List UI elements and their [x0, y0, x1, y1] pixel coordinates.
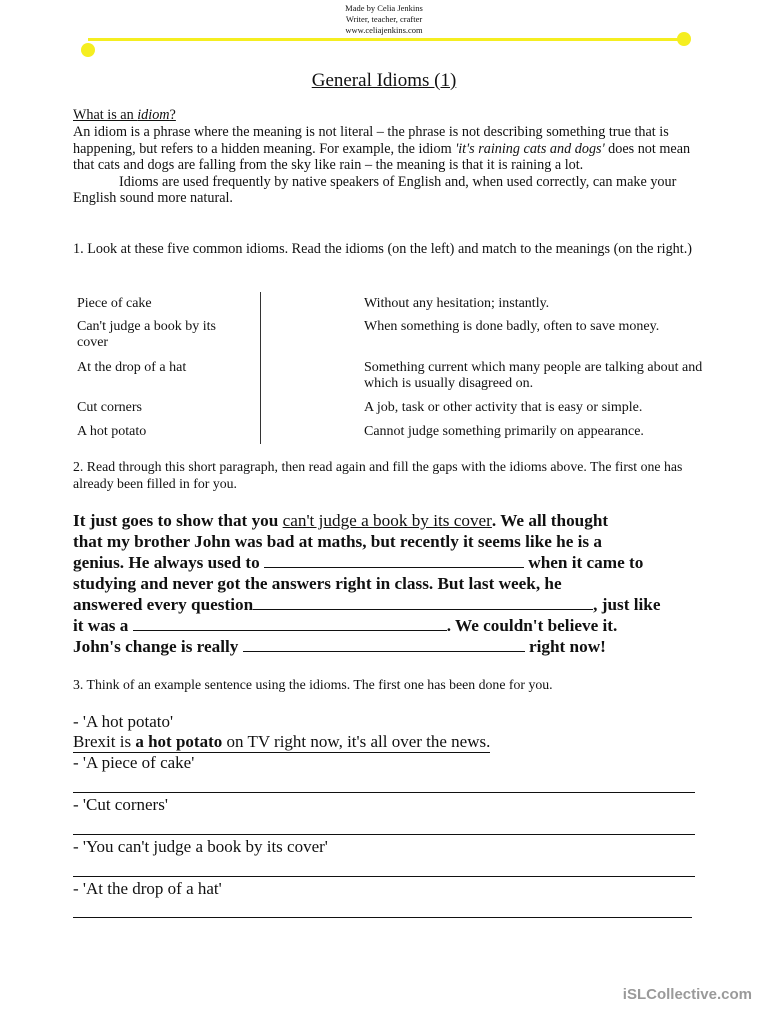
paragraph-text: John's change is really	[73, 637, 243, 656]
site-watermark: iSLCollective.com	[622, 986, 752, 1003]
paragraph-line: that my brother John was bad at maths, but recently it seems like he is a	[73, 532, 603, 551]
paragraph-text: , just like	[593, 595, 661, 614]
intro-p1-part-a: An idiom is a phrase where the meaning is not literal – the phrase is not describing something true that is happening, but refers to a hidden meaning. For example, the idiom	[73, 124, 669, 157]
idiom-prompt: - 'Cut corners'	[73, 795, 168, 814]
paragraph-line	[73, 636, 713, 657]
author-header	[0, 3, 768, 36]
task3-instruction: 3. Think of an example sentence using the idioms. The first one has been done for you.	[73, 677, 553, 692]
idiom-prompt: - 'At the drop of a hat'	[73, 879, 222, 898]
idiom-item: Cut corners	[77, 400, 142, 415]
page-title	[0, 70, 768, 92]
example-sentence	[73, 732, 490, 753]
filled-answer: can't judge a book by its cover	[282, 511, 492, 530]
gap-fill-paragraph	[73, 510, 713, 657]
paragraph-text: . We all thought	[491, 511, 609, 530]
header-divider-line	[88, 38, 686, 41]
paragraph-line	[73, 594, 713, 615]
paragraph-text: right now!	[524, 637, 606, 656]
meaning-item: Without any hesitation; instantly.	[364, 296, 550, 311]
intro-question-suffix: ?	[169, 107, 176, 123]
meaning-item: A job, task or other activity that is easy or simple.	[364, 400, 643, 415]
author-tagline: Writer, teacher, crafter	[345, 14, 423, 24]
example-idiom: a hot potato	[135, 732, 223, 751]
idiom-item: At the drop of a hat	[77, 360, 187, 375]
intro-example-idiom: 'it's raining cats and dogs'	[455, 140, 605, 157]
intro-paragraph-1	[73, 124, 703, 174]
paragraph-text: . We couldn't believe it.	[446, 616, 618, 635]
task2-instruction: 2. Read through this short paragraph, then read again and fill the gaps with the idioms above. The first one has already been filled in for you.	[73, 459, 683, 491]
meaning-item: When something is done badly, often to save money.	[364, 319, 660, 334]
answer-line[interactable]	[73, 834, 695, 835]
page-title-text: General Idioms (1)	[311, 70, 457, 91]
intro-question-text	[73, 107, 176, 123]
paragraph-line	[73, 552, 713, 573]
answer-blank[interactable]	[243, 636, 525, 652]
author-website: www.celiajenkins.com	[345, 25, 423, 35]
idiom-item: Can't judge a book by its cover	[77, 319, 217, 350]
idiom-item: Piece of cake	[77, 296, 152, 311]
paragraph-line: studying and never got the answers right in class. But last week, he	[73, 574, 562, 593]
header-divider-dot-right	[677, 32, 691, 46]
answer-blank[interactable]	[264, 552, 524, 568]
meaning-item: Cannot judge something primarily on appearance.	[364, 424, 644, 439]
intro-question-idiom: idiom	[137, 107, 170, 123]
paragraph-line	[73, 510, 713, 531]
matching-table	[73, 292, 703, 444]
answer-line[interactable]	[73, 876, 695, 877]
meaning-item: Something current which many people are talking about and which is usually disagreed on.	[364, 360, 703, 391]
intro-paragraph-2: Idioms are used frequently by native speakers of English and, when used correctly, can make your English sound more natural.	[73, 173, 677, 206]
paragraph-text: answered every question	[73, 595, 254, 614]
example-text: Brexit is	[73, 732, 136, 751]
intro-p1-part-b: does not mean that cats and dogs are falling from the sky like rain – the meaning is that it is raining a lot.	[73, 140, 691, 173]
author-name: Made by Celia Jenkins	[345, 3, 423, 13]
example-text: on TV right now, it's all over the news.	[222, 732, 491, 751]
intro-text	[73, 124, 703, 207]
header-divider-dot-left	[81, 43, 95, 57]
idiom-prompt: - 'A hot potato'	[73, 712, 174, 731]
paragraph-text: when it came to	[524, 553, 644, 572]
matching-divider	[260, 292, 261, 444]
paragraph-text: genius. He always used to	[73, 553, 264, 572]
paragraph-text: It just goes to show that you	[73, 511, 283, 530]
intro-question	[73, 107, 703, 124]
paragraph-line	[73, 615, 713, 636]
answer-blank[interactable]	[133, 615, 447, 631]
answer-line[interactable]	[73, 917, 692, 918]
idiom-prompt: - 'A piece of cake'	[73, 753, 195, 772]
answer-blank[interactable]	[253, 594, 593, 610]
answer-line[interactable]	[73, 792, 695, 793]
idiom-prompt: - 'You can't judge a book by its cover'	[73, 837, 328, 856]
paragraph-text: it was a	[73, 616, 133, 635]
task1-instruction: 1. Look at these five common idioms. Read the idioms (on the left) and match to the meanings (on the right.)	[73, 241, 692, 257]
idiom-item: A hot potato	[77, 424, 147, 439]
intro-question-prefix: What is an	[73, 107, 138, 123]
